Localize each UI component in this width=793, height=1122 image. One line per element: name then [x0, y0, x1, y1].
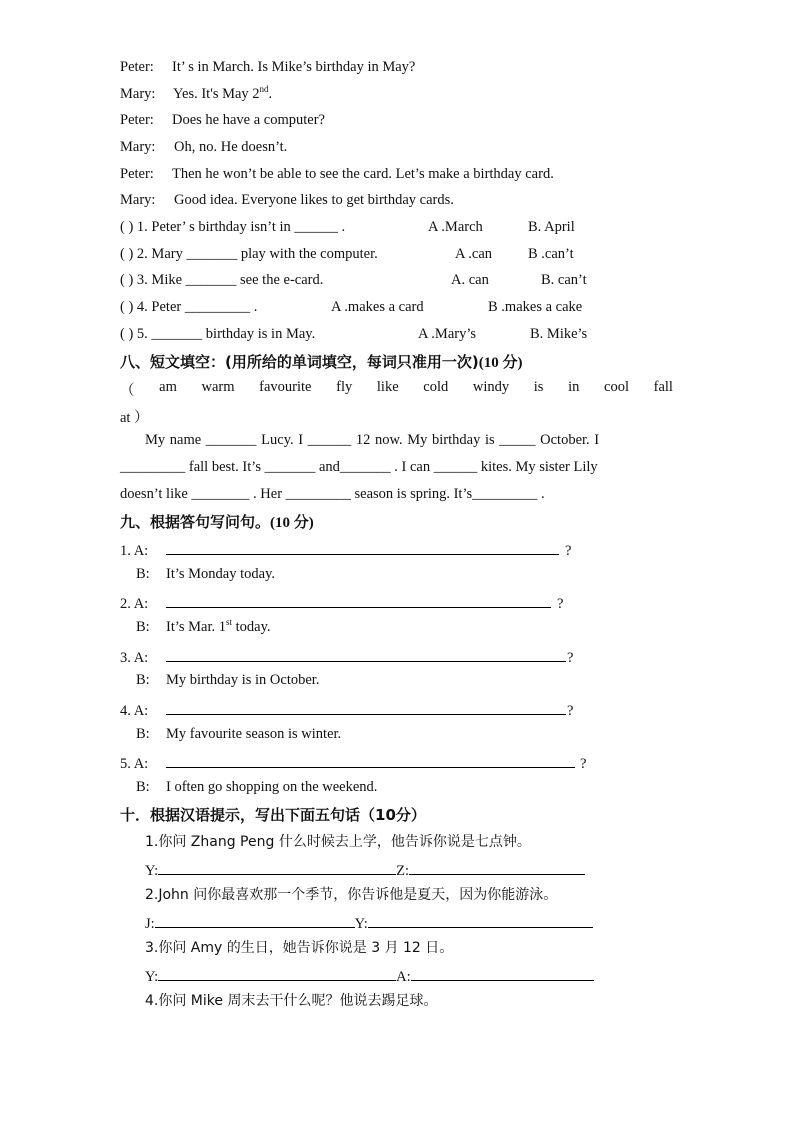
section-title-text: 八、短文填空：(用所给的单词填空，每词只准用一次): [120, 353, 479, 371]
word: is: [533, 379, 544, 395]
answer-b-row: [136, 619, 271, 636]
option-b: B .can’t: [528, 246, 574, 262]
word: cold: [423, 379, 449, 395]
ordinal-suffix: nd: [259, 84, 269, 95]
b-label: B:: [136, 566, 150, 582]
answer-text: My birthday is in October.: [166, 672, 320, 688]
answer-b-row: [136, 672, 319, 689]
question-mark: ?: [567, 650, 574, 666]
question-stem: Peter _________ .: [151, 299, 258, 315]
word-bank-tail: at ）: [120, 410, 149, 426]
question-number: ( ) 2.: [120, 246, 148, 262]
question-row: [120, 326, 315, 343]
question-a-row: [120, 592, 563, 613]
utterance: Oh, no. He doesn’t.: [174, 139, 288, 155]
answer-text-end: today.: [232, 619, 271, 635]
speaker: Mary:: [120, 86, 156, 102]
speaker-label: Z:: [396, 863, 410, 879]
utterance: Good idea. Everyone likes to get birthday cards.: [174, 192, 454, 208]
utterance: Does he have a computer?: [172, 112, 325, 128]
speaker-label: Y:: [354, 916, 368, 932]
passage-line: My name _______ Lucy. I ______ 12 now. My birthday is _____ October. I: [145, 432, 600, 448]
word: am: [159, 379, 177, 395]
answer-text: I often go shopping on the weekend.: [166, 779, 378, 795]
answer-line[interactable]: [166, 539, 559, 555]
passage-line: _________ fall best. It’s _______ and_______ . I can ______ kites. My sister Lily: [120, 459, 598, 475]
dialogue-line: [120, 166, 554, 183]
answer-text: My favourite season is winter.: [166, 726, 342, 742]
option-b: B. Mike’s: [530, 326, 588, 342]
answer-line[interactable]: [158, 859, 396, 875]
word-bank: [120, 379, 673, 400]
answer-b-row: [136, 726, 341, 743]
prompt: 2.John 问你最喜欢那一个季节，你告诉他是夏天，因为你能游泳。: [145, 887, 558, 903]
item-number: 2. A:: [120, 596, 149, 612]
question-mark: ?: [565, 543, 572, 559]
utterance: Yes. It's May 2: [173, 86, 260, 102]
question-stem: Mike _______ see the e-card.: [151, 272, 324, 288]
section-title: 十．根据汉语提示，写出下面五句话（10分）: [120, 806, 426, 824]
utterance: Then he won’t be able to see the card. Let’s make a birthday card.: [172, 166, 554, 182]
question-a-row: [120, 539, 571, 560]
question-number: ( ) 4.: [120, 299, 148, 315]
question-row: [120, 272, 323, 289]
speaker-label: Y:: [145, 969, 159, 985]
item-number: 1. A:: [120, 543, 149, 559]
word: in: [568, 379, 580, 395]
answer-line[interactable]: [411, 965, 594, 981]
answer-line[interactable]: [166, 699, 566, 715]
question-number: ( ) 5.: [120, 326, 148, 342]
question-mark: ?: [580, 756, 587, 772]
section-score: (10 分): [478, 355, 523, 371]
speaker-label: A:: [396, 969, 411, 985]
answer-b-row: [136, 779, 377, 796]
question-row: [120, 299, 257, 316]
question-a-row: [120, 752, 586, 773]
word: fall: [653, 379, 673, 395]
option-b: B .makes a cake: [488, 299, 583, 315]
dialogue-line: [120, 139, 287, 156]
option-b: B. can’t: [541, 272, 587, 288]
option-a: A. can: [451, 272, 489, 288]
question-row: [120, 219, 345, 236]
passage-line: doesn’t like ________ . Her _________ season is spring. It’s_________ .: [120, 486, 545, 502]
b-label: B:: [136, 779, 150, 795]
utterance-end: .: [268, 86, 273, 102]
answer-text: It’s Mar. 1: [166, 619, 227, 635]
ordinal-suffix: st: [226, 617, 233, 628]
question-a-row: [120, 699, 573, 720]
section-title: [120, 351, 522, 372]
answer-line[interactable]: [368, 912, 593, 928]
b-label: B:: [136, 726, 150, 742]
item-number: 5. A:: [120, 756, 149, 772]
speaker: Peter:: [120, 166, 154, 182]
word: windy: [472, 379, 510, 395]
question-mark: ?: [557, 596, 564, 612]
question-row: [120, 246, 378, 263]
answer-line[interactable]: [166, 752, 575, 768]
word: fly: [336, 379, 353, 395]
speaker: Mary:: [120, 139, 156, 155]
speaker: Peter:: [120, 112, 154, 128]
section-title: [120, 511, 314, 532]
option-a: A .can: [455, 246, 493, 262]
option-a: A .March: [428, 219, 483, 235]
answer-text: It’s Monday today.: [166, 566, 276, 582]
dialogue-line: [120, 112, 325, 129]
word: favourite: [259, 379, 312, 395]
b-label: B:: [136, 619, 150, 635]
utterance: It’ s in March. Is Mike’s birthday in May?: [172, 59, 416, 75]
word: cool: [604, 379, 629, 395]
answer-line[interactable]: [409, 859, 585, 875]
question-number: ( ) 1.: [120, 219, 148, 235]
option-a: A .Mary’s: [418, 326, 476, 342]
prompt: 1.你问 Zhang Peng 什么时候去上学，他告诉你说是七点钟。: [145, 834, 531, 850]
answer-row: [145, 912, 593, 933]
item-number: 3. A:: [120, 650, 149, 666]
answer-line[interactable]: [166, 646, 566, 662]
question-number: ( ) 3.: [120, 272, 148, 288]
option-b: B. April: [528, 219, 575, 235]
answer-line[interactable]: [166, 592, 551, 608]
speaker: Peter:: [120, 59, 154, 75]
question-stem: Mary _______ play with the computer.: [151, 246, 378, 262]
b-label: B:: [136, 672, 150, 688]
section-title-text: 九、根据答句写问句。: [120, 513, 271, 531]
word: warm: [201, 379, 235, 395]
answer-line[interactable]: [158, 965, 396, 981]
answer-row: [145, 965, 594, 986]
word: like: [376, 379, 399, 395]
speaker-label: Y:: [145, 863, 159, 879]
option-a: A .makes a card: [331, 299, 424, 315]
question-stem: _______ birthday is in May.: [151, 326, 316, 342]
question-a-row: [120, 646, 573, 667]
answer-row: [145, 859, 585, 880]
dialogue-line: [120, 86, 272, 103]
speaker: Mary:: [120, 192, 156, 208]
item-number: 4. A:: [120, 703, 149, 719]
dialogue-line: [120, 59, 415, 76]
speaker-label: J:: [145, 916, 155, 932]
answer-b-row: [136, 566, 275, 583]
question-mark: ?: [567, 703, 574, 719]
answer-line[interactable]: [155, 912, 355, 928]
dialogue-line: [120, 192, 454, 209]
prompt: 3.你问 Amy 的生日，她告诉你说是 3 月 12 日。: [145, 940, 454, 956]
prompt: 4.你问 Mike 周末去干什么呢？他说去踢足球。: [145, 993, 438, 1009]
word-bank-open: （: [120, 383, 135, 399]
question-stem: Peter’ s birthday isn’t in ______ .: [151, 219, 346, 235]
section-score: (10 分): [270, 515, 314, 531]
